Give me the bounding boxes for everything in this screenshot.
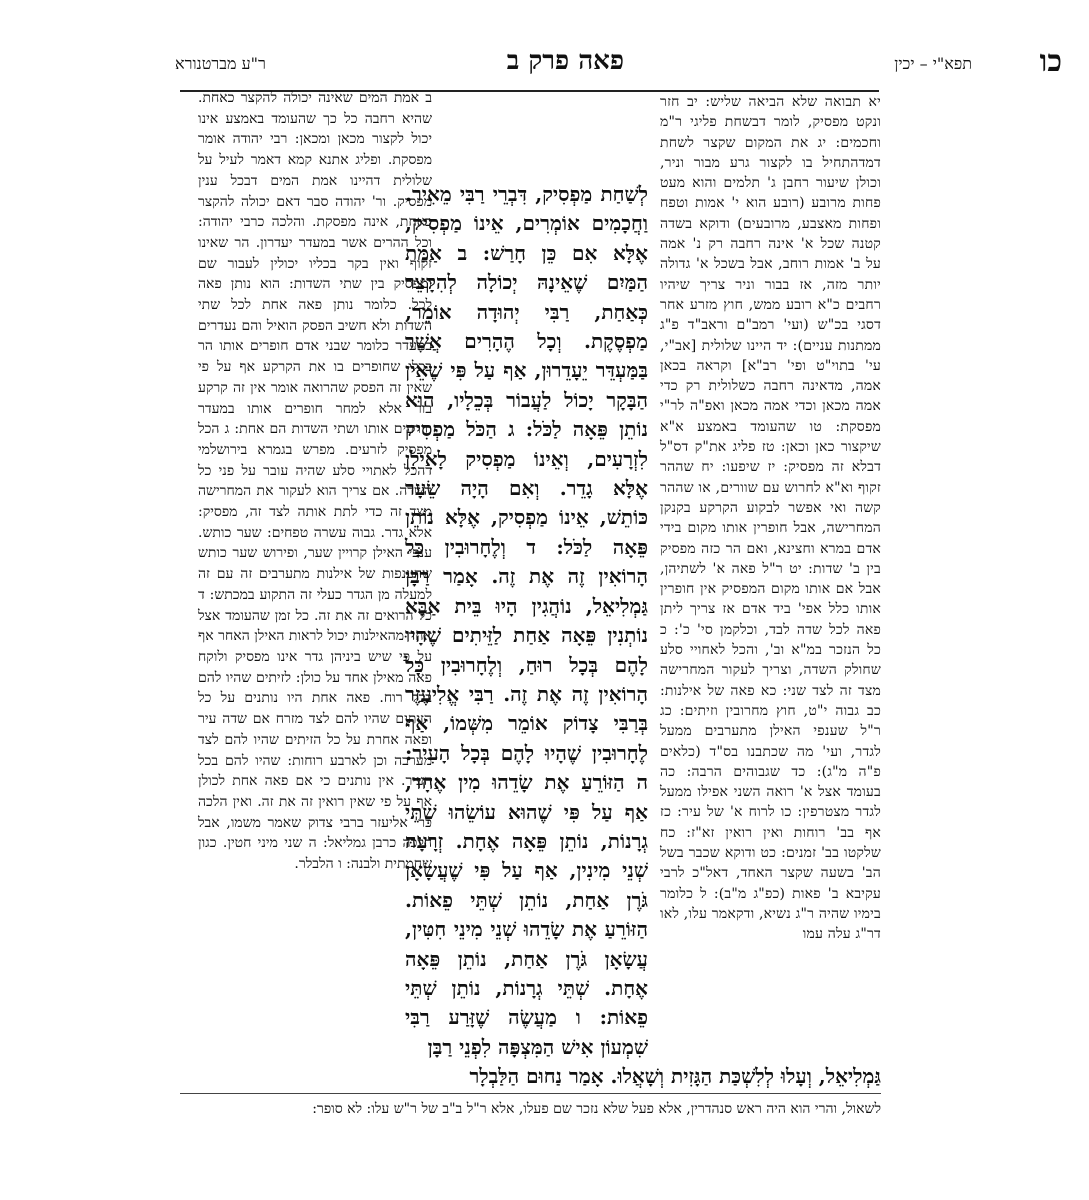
mishnah-continuation-text: גַּמְלִיאֵל, וְעָלוּ לְלִשְׁכַּת הַגָּזִית וְשָׁאֲלוּ. אָמַר נַחוּם הַלַּבְלָר — [469, 1064, 881, 1088]
mishnah-text: לְשַׁחַת מַפְסִיק, דִּבְרֵי רַבִּי מֵאִיר. וַחֲכָמִים אוֹמְרִים, אֵינוֹ מַפְסִיק, אֶלָּא אִם כֵּן חָרַשׁ: ב אַמַּת הַמַּיִם שֶׁאֵינָהּ יְכוֹלָה לְהִקָּצֵר כְּאַחַת, רַבִּי יְהוּדָה אוֹמֵר, מַפְסֶקֶת. וְכָל הֶהָרִים אֲשֶׁר בַּמַּעְדֵּר יֵעָדֵרוּן, אַף עַל פִּי שֶׁאֵין הַבָּקָר יָכוֹל לַעֲבוֹר בְּכֵלָיו, הוּא נוֹתֵן פֵּאָה לַכֹּל: ג הַכֹּל מַפְסִיק לִזְרָעִים, וְאֵינוֹ מַפְסִיק לָאִילָן אֶלָּא גָדֵר. וְאִם הָיָה שֵׂעָר כּוֹתֵשׁ, אֵינוֹ מַפְסִיק, אֶלָּא נוֹתֵן פֵּאָה לַכֹּל: ד וְלֶחָרוּבִין כָּל הָרוֹאִין זֶה אֶת זֶה. אָמַר רַבָּן גַּמְלִיאֵל, נוֹהֲגִין הָיוּ בֵּית אַבָּא נוֹתְנִין פֵּאָה אַחַת לַזֵּיתִים שֶׁהָיוּ לָהֶם בְּכָל רוּחַ, וְלֶחָרוּבִין כָּל הָרוֹאִין זֶה אֶת זֶה. רַבִּי אֱלִיעֶזֶר בְּרַבִּי צָדוֹק אוֹמֵר מִשְּׁמוֹ, אַף לֶחָרוּבִין שֶׁהָיוּ לָהֶם בְּכָל הָעִיר: ה הַזּוֹרֵעַ אֶת שָׂדֵהוּ מִין אֶחָד, אַף עַל פִּי שֶׁהוּא עוֹשֵׂהוּ שְׁתֵּי גְרָנוֹת, נוֹתֵן פֵּאָה אֶחָת. זְרָעָהּ שְׁנֵי מִינִין, אַף עַל פִּי שֶׁעֲשָׂאָן גֹּרֶן אַחַת, נוֹתֵן שְׁתֵּי פֵאוֹת. הַזּוֹרֵעַ אֶת שָׂדֵהוּ שְׁנֵי מִינֵי חִטִּין, עֲשָׂאָן גֹּרֶן אַחַת, נוֹתֵן פֵּאָה אֶחָת. שְׁתֵּי גְרָנוֹת, נוֹתֵן שְׁתֵּי פֵאוֹת: ו מַעֲשֶׂה שֶׁזָּרַע רַבִּי שִׁמְעוֹן אִישׁ הַמִּצְפָּה לִפְנֵי רַבָּן — [405, 182, 648, 1059]
chapter-title: פאה פרק ב — [506, 46, 624, 76]
page-header — [175, 44, 1062, 88]
running-head-bartenura: ר"ע מברטנורא — [175, 54, 266, 73]
running-head-tiferet: תפא"י – יכין — [894, 54, 972, 73]
commentary-tiferet-yisrael — [660, 92, 881, 944]
footnote-text: לשאול, והרי הוא היה ראש סנהדרין, אלא פעל שלא נזכר שם פעלו, אלא ר"ל ב"ב של ר"ש עלו: לא סופר: — [312, 1101, 881, 1117]
commentary-right-text: יא תבואה שלא הביאה שליש: יב חזר ונקט מפסיק, לומר דבשחת פליגי ר"מ וחכמים: יג את המקום שקצר לשחת דמדהתחיל בו לקצור גרע מבור וניר, וכולן שיעור רחבן ג' תלמים והוא מעט פחות מרובע (רובע הוא י' אמות וטפח ופחות מאצבע, מרובעים) ודוקא בשדה קטנה שכל א' אינה רחבה רק נ' אמה על ב' אמות רוחב, אבל בשכל א' גדולה יותר מזה, אז בבור וניר צריך שיהיו רחבים כ"א רובע ממש, חוץ מזרע אחר דסגי בכ"ש (ועי' רמב"ם וראב"ד פ"ג ממתנות עניים): יד היינו שלולית [אב"י, עי' בתוי"ט ופי' רב"א] וקראה בכאן אמה, מדאינה רחבה כשלולית רק כדי אמה מכאן וכדי אמה מכאן ואפ"ה לר"י מפסקת: טו שהעומד באמצע א"א שיקצור כאן וכאן: טז פליג את"ק דס"ל דבלא זה מפסיק: יז שיפעו: יח שההר זקוף וא"א לחרוש עם שוורים, או שההר קשה ואי אפשר לבקוע הקרקע בקנקן המחרישה, אבל חופרין אותו מקום בידי אדם במרא וחצינא, ואם הר כזה מפסיק בין ב' שדות: יט ר"ל פאה א' לשתיהן, אבל אם אותו מקום המפסיק אין חופרין אותו כלל אפי' ביד אדם אז צריך ליתן פאה לכל שדה לבד, וכלקמן סי' כ': כ כל הנזכר במ"א וב', והכל לאחויי סלע שחולק השדה, וצריך לעקור המחרישה מצד זה לצד שני: כא פאה של אילנות: כב גבוה י"ט, חוץ מחרובין וזיתים: כג ר"ל שענפי האילן מתערבים ממעל לגדר, ועי' מה שכתבנו בס"ד (כלאים פ"ה מ"ג): כד שגבוהים הרבה: כה בעומד אצל א' רואה השני אפילו ממעל לגדר מצטרפין: כו לרוח א' של עיר: כז אף בב' רוחות ואין רואין זא"ז: כח שלקטו בב' זמנים: כט ודוקא שכבר בשל הב' בשעה שקצר האחד, דאל"כ לרבי עקיבא ב' פאות (כפ"ג מ"ב): ל כלומר בימיו שהיה ר"ג נשיא, ודקאמר עלו, לאו דר"ג עלה עמו — [660, 94, 881, 943]
footnote-rule — [180, 1093, 881, 1094]
footnote — [180, 1100, 881, 1118]
commentary-bartenura — [198, 88, 432, 875]
mishnah-column — [405, 180, 648, 1062]
page-number: כו — [1039, 44, 1062, 79]
commentary-left-text: ב אמת המים שאינה יכולה להקצר כאחת. שהיא רחבה כל כך שהעומד באמצע אינו יכול לקצור מכאן ומכאן: רבי יהודה אומר מפסקת. ופליג אתנא קמא דאמר לעיל על שלולית דהיינו אמת המים דבכל ענין מפסיק. ור' יהודה סבר דאם יכולה להקצר כאחת, אינה מפסקת. והלכה כרבי יהודה: וכל ההרים אשר במעדר יעדרון. הר שאינו זקוף ואין בקר בכליו יכולין לעבור שם ומפסיק בין שתי השדות: הוא נותן פאה לכל. כלומר נותן פאה אחת לכל שתי השדות ולא חשיב הפסק הואיל והם נעדרים במעדר כלומר שבני אדם חופרים אותו הר בכלי שחופרים בו את הקרקע אף על פי שאין זה הפסק שהרואה אומר אין זה קרקע בור אלא למחר חופרים אותו במעדר וזורעים אותו ושתי השדות הם אחת: ג הכל מפסיק לזרעים. מפרש בגמרא בירושלמי דהכל לאתויי סלע שהיה עובר על פני כל השדה. אם צריך הוא לעקור את המחרישה מצד זה כדי לתת אותה לצד זה, מפסיק: אלא גדר. גבוה עשרה טפחים: שער כותש. ענפי האילן קרויין שער, ופירוש שער כותש שהענפות של אילנות מתערבים זה עם זה למעלה מן הגדר כעלי זה התקוע במכתש: ד כל הרואים זה את זה. כל זמן שהעומד אצל אחד מהאילנות יכול לראות האילן האחר אף על פי שיש ביניהן גדר אינו מפסיק ולוקח פאה מאילן אחד על כולן: לזיתים שהיו להם בכל רוח. פאה אחת היו נותנים על כל הזיתים שהיו להם לצד מזרח אם שדה עיר ופאה אחרת על כל הזיתים שהיו להם לצד מערבה וכן לארבע רוחות: שהיו להם בכל העיר. אין נותנים כי אם פאה אחת לכולן אף על פי שאין רואין זה את זה. ואין הלכה כר' אליעזר ברבי צדוק שאמר משמו, אבל הלכה כרבן גמליאל: ה שני מיני חטין. כגון שחמתית ולבנה: ו הלבלר. — [198, 90, 432, 873]
mishnah-continuation — [198, 1062, 881, 1090]
